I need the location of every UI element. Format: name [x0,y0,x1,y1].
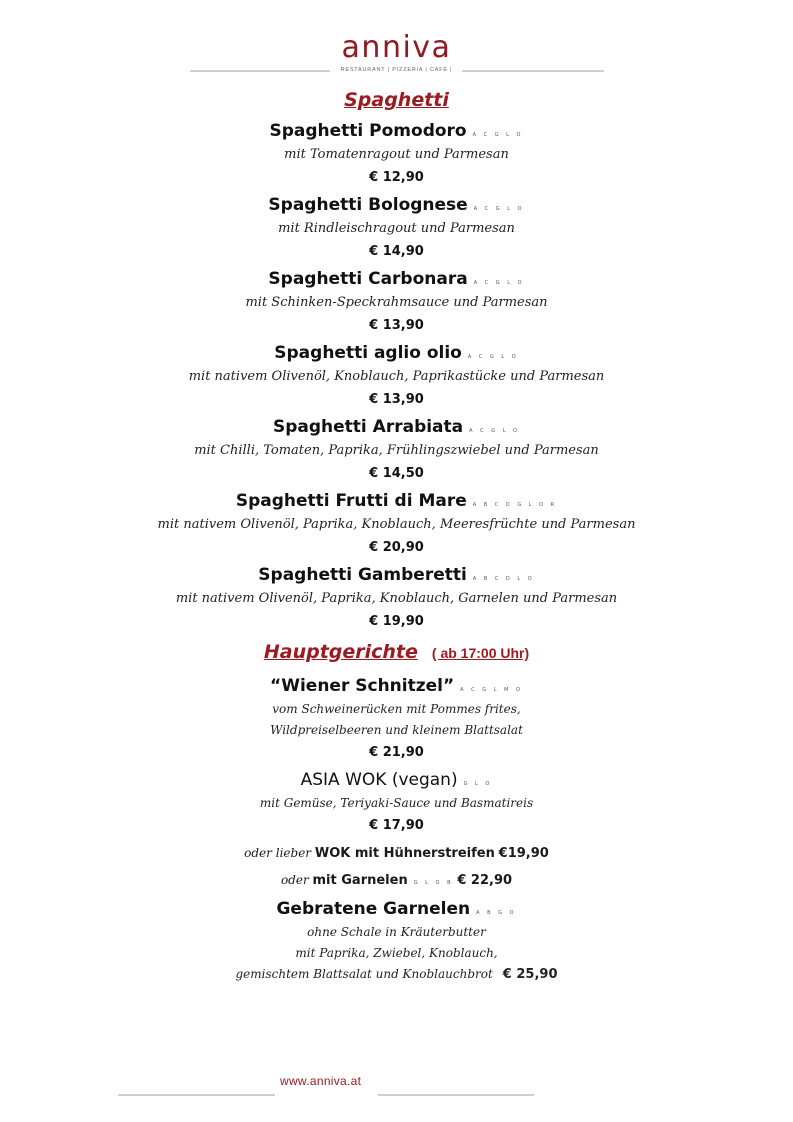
dish-description: mit Rindleischragout und Parmesan [278,221,515,236]
dish-description-with-price [0,964,793,985]
dish-description: ohne Schale in Kräuterbutter [307,925,486,939]
dish-allergens: A B C D G L O R [472,502,558,508]
dish-allergens: A C G L O [467,354,519,360]
dish-name: “Wiener Schnitzel” [270,676,455,696]
dish-name: Gebratene Garnelen [276,899,471,919]
variant-allergens: G L O B [413,880,454,886]
dish-item [0,266,793,338]
dish-item [0,488,793,560]
dish-name: Spaghetti Frutti di Mare [235,491,467,511]
dish-allergens: A C G L O [472,132,524,138]
variant-prefix: oder lieber [244,846,312,860]
brand-tagline: RESTAURANT | PIZZERIA | CAFÉ | [340,67,453,73]
dish-allergens: A C G L O [473,280,525,286]
dish-description: mit Paprika, Zwiebel, Knoblauch, [295,946,498,960]
dish-name: ASIA WOK (vegan) [300,770,458,790]
section-title-main-label: Hauptgerichte [263,641,418,663]
dish-name: Spaghetti Arrabiata [272,417,464,437]
dish-description: mit nativem Olivenöl, Paprika, Knoblauch, Meeresfrüchte und Parmesan [157,517,636,532]
dish-item-wok [0,767,793,896]
dish-name: Spaghetti Bolognese [268,195,468,215]
dish-item-schnitzel [0,673,793,765]
footer-website-link[interactable]: www.anniva.at [280,1074,362,1088]
dish-description: mit Schinken-Speckrahmsauce und Parmesan [245,295,548,310]
menu-content [0,88,793,985]
footer-divider-right [378,1094,534,1096]
spaghetti-list [0,118,793,634]
dish-name: Spaghetti Gamberetti [258,565,467,585]
dish-price: € 14,50 [369,466,424,481]
dish-allergens: A C G L O [473,206,525,212]
brand-logo: anniva [341,30,452,65]
dish-description: Wildpreiselbeeren und kleinem Blattsalat [270,723,523,737]
dish-price: € 20,90 [369,540,424,555]
dish-item-garnelen [0,896,793,985]
dish-price: € 25,90 [502,967,558,982]
dish-description: mit Gemüse, Teriyaki-Sauce und Basmatireis [259,796,534,810]
variant-name: mit Garnelen [312,873,408,888]
dish-price: € 21,90 [369,745,424,760]
dish-description: mit Chilli, Tomaten, Paprika, Frühlingszwiebel und Parmesan [194,443,599,458]
dish-variant [0,840,793,867]
dish-allergens: A C G L M O [460,687,523,693]
dish-description: mit Tomatenragout und Parmesan [284,147,509,162]
dish-allergens: A B C D L O [472,576,535,582]
dish-name: Spaghetti Pomodoro [269,121,467,141]
dish-price: € 13,90 [369,392,424,407]
dish-item [0,340,793,412]
dish-description: vom Schweinerücken mit Pommes frites, [272,702,521,716]
dish-variant [0,867,793,896]
section-title-spaghetti: Spaghetti [344,89,449,111]
dish-allergens: A B G O [476,910,517,916]
variant-price: € 22,90 [457,873,513,888]
section-time-note: ( ab 17:00 Uhr) [431,645,530,661]
dish-price: € 19,90 [369,614,424,629]
header-divider-right [462,70,604,72]
dish-name: Spaghetti Carbonara [268,269,468,289]
variant-price: €19,90 [498,846,549,861]
dish-price: € 13,90 [369,318,424,333]
dish-allergens: A C G L O [469,428,521,434]
variant-prefix: oder [280,873,309,887]
variant-name: WOK mit Hühnerstreifen [314,846,495,861]
section-title-main [0,640,793,665]
dish-allergens: G L O [463,781,493,787]
dish-description: mit nativem Olivenöl, Paprika, Knoblauch, Garnelen und Parmesan [175,591,618,606]
dish-description: mit nativem Olivenöl, Knoblauch, Paprikastücke und Parmesan [188,369,605,384]
dish-price: € 12,90 [369,170,424,185]
dish-name: Spaghetti aglio olio [274,343,462,363]
dish-price: € 14,90 [369,244,424,259]
dish-item [0,414,793,486]
dish-item [0,562,793,634]
dish-description: gemischtem Blattsalat und Knoblauchbrot [235,967,493,981]
dish-item [0,118,793,190]
dish-item [0,192,793,264]
dish-price: € 17,90 [369,818,424,833]
footer-divider-left [118,1094,275,1096]
